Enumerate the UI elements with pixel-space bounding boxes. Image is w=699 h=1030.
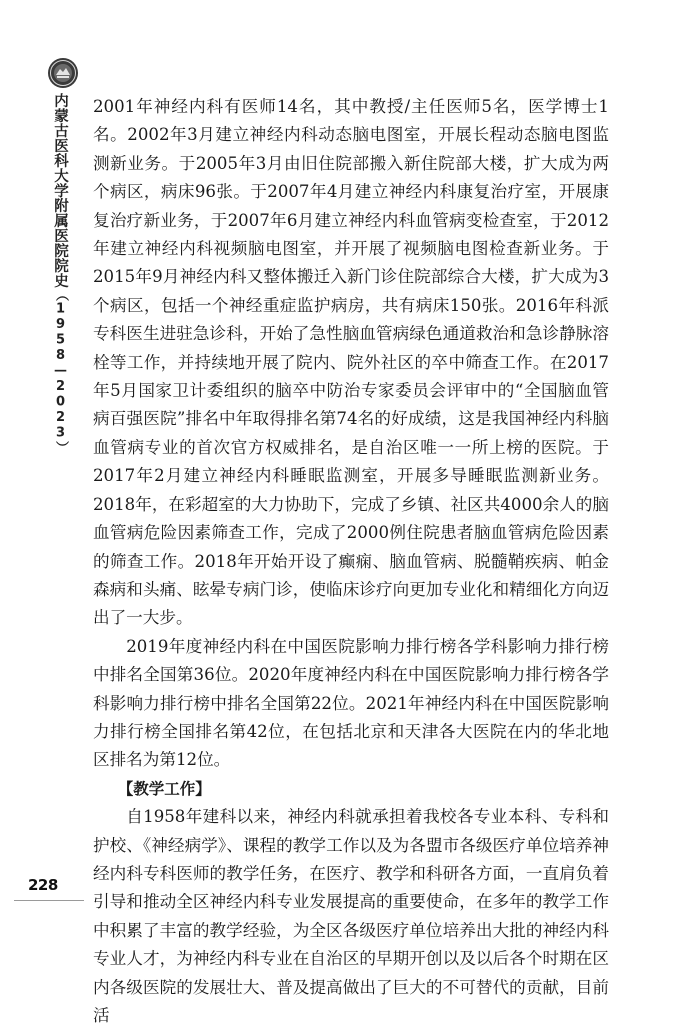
book-years: （1958—2023）	[53, 288, 68, 455]
side-band	[0, 0, 85, 983]
footer-rule	[14, 900, 84, 901]
paragraph-teaching-work: 自1958年建科以来，神经内科就承担着我校各专业本科、专科和护校、《神经病学》、课程的教学工作以及为各盟市各级医疗单位培养神经内科专科医师的教学任务，在医疗、教学和科研各方面，一直肩负着引导和推动全区神经内科专业发展提高的重要使命，在多年的教学工作中积累了丰富的教学经验，为全区各级医疗单位培养出大批的神经内科专业人才，为神经内科专业在自治区的早期开创以及以后各个时期在区内各级医院的发展壮大、普及提高做出了巨大的不可替代的贡献，目前活	[93, 807, 609, 1025]
book-title: 内蒙古医科大学附属医院院史	[52, 93, 68, 288]
page-number: 228	[28, 876, 58, 894]
book-title-vertical	[48, 93, 72, 455]
section-heading-teaching: 【教学工作】	[117, 779, 211, 798]
body-text	[93, 93, 609, 1030]
paragraph-rankings: 2019年度神经内科在中国医院影响力排行榜各学科影响力排行榜中排名全国第36位。2020年度神经内科在中国医院影响力排行榜各学科影响力排行榜中排名全国第22位。2021年神经内科在中国医院影响力排行榜全国排名第42位，在包括北京和天津各大医院在内的华北地区排名为第12位。	[93, 636, 609, 770]
university-emblem-icon	[47, 57, 79, 89]
paragraph-department-history: 2001年神经内科有医师14名，其中教授/主任医师5名，医学博士1名。2002年3月建立神经内科动态脑电图室，开展长程动态脑电图监测新业务。于2005年3月由旧住院部搬入新住院部大楼，扩大成为两个病区，病床96张。于2007年4月建立神经内科康复治疗室，开展康复治疗新业务，于2007年6月建立神经内科血管病变检查室，于2012年建立神经内科视频脑电图室，并开展了视频脑电图检查新业务。于2015年9月神经内科又整体搬迁入新门诊住院部综合大楼，扩大成为3个病区，包括一个神经重症监护病房，共有病床150张。2016年科派专科医生进驻急诊科，开始了急性脑血管病绿色通道救治和急诊静脉溶栓等工作，并持续地开展了院内、院外社区的卒中筛查工作。在2017年5月国家卫计委组织的脑卒中防治专家委员会评审中的“全国脑血管病百强医院”排名中年取得排名第74名的好成绩，这是我国神经内科脑血管病专业的首次官方权威排名，是自治区唯一一所上榜的医院。于2017年2月建立神经内科睡眠监测室，开展多导睡眠监测新业务。2018年，在彩超室的大力协助下，完成了乡镇、社区共4000余人的脑血管病危险因素筛查工作，完成了2000例住院患者脑血管病危险因素的筛查工作。2018年开始开设了癫痫、脑血管病、脱髓鞘疾病、帕金森病和头痛、眩晕专病门诊，使临床诊疗向更加专业化和精细化方向迈出了一大步。	[93, 97, 609, 628]
